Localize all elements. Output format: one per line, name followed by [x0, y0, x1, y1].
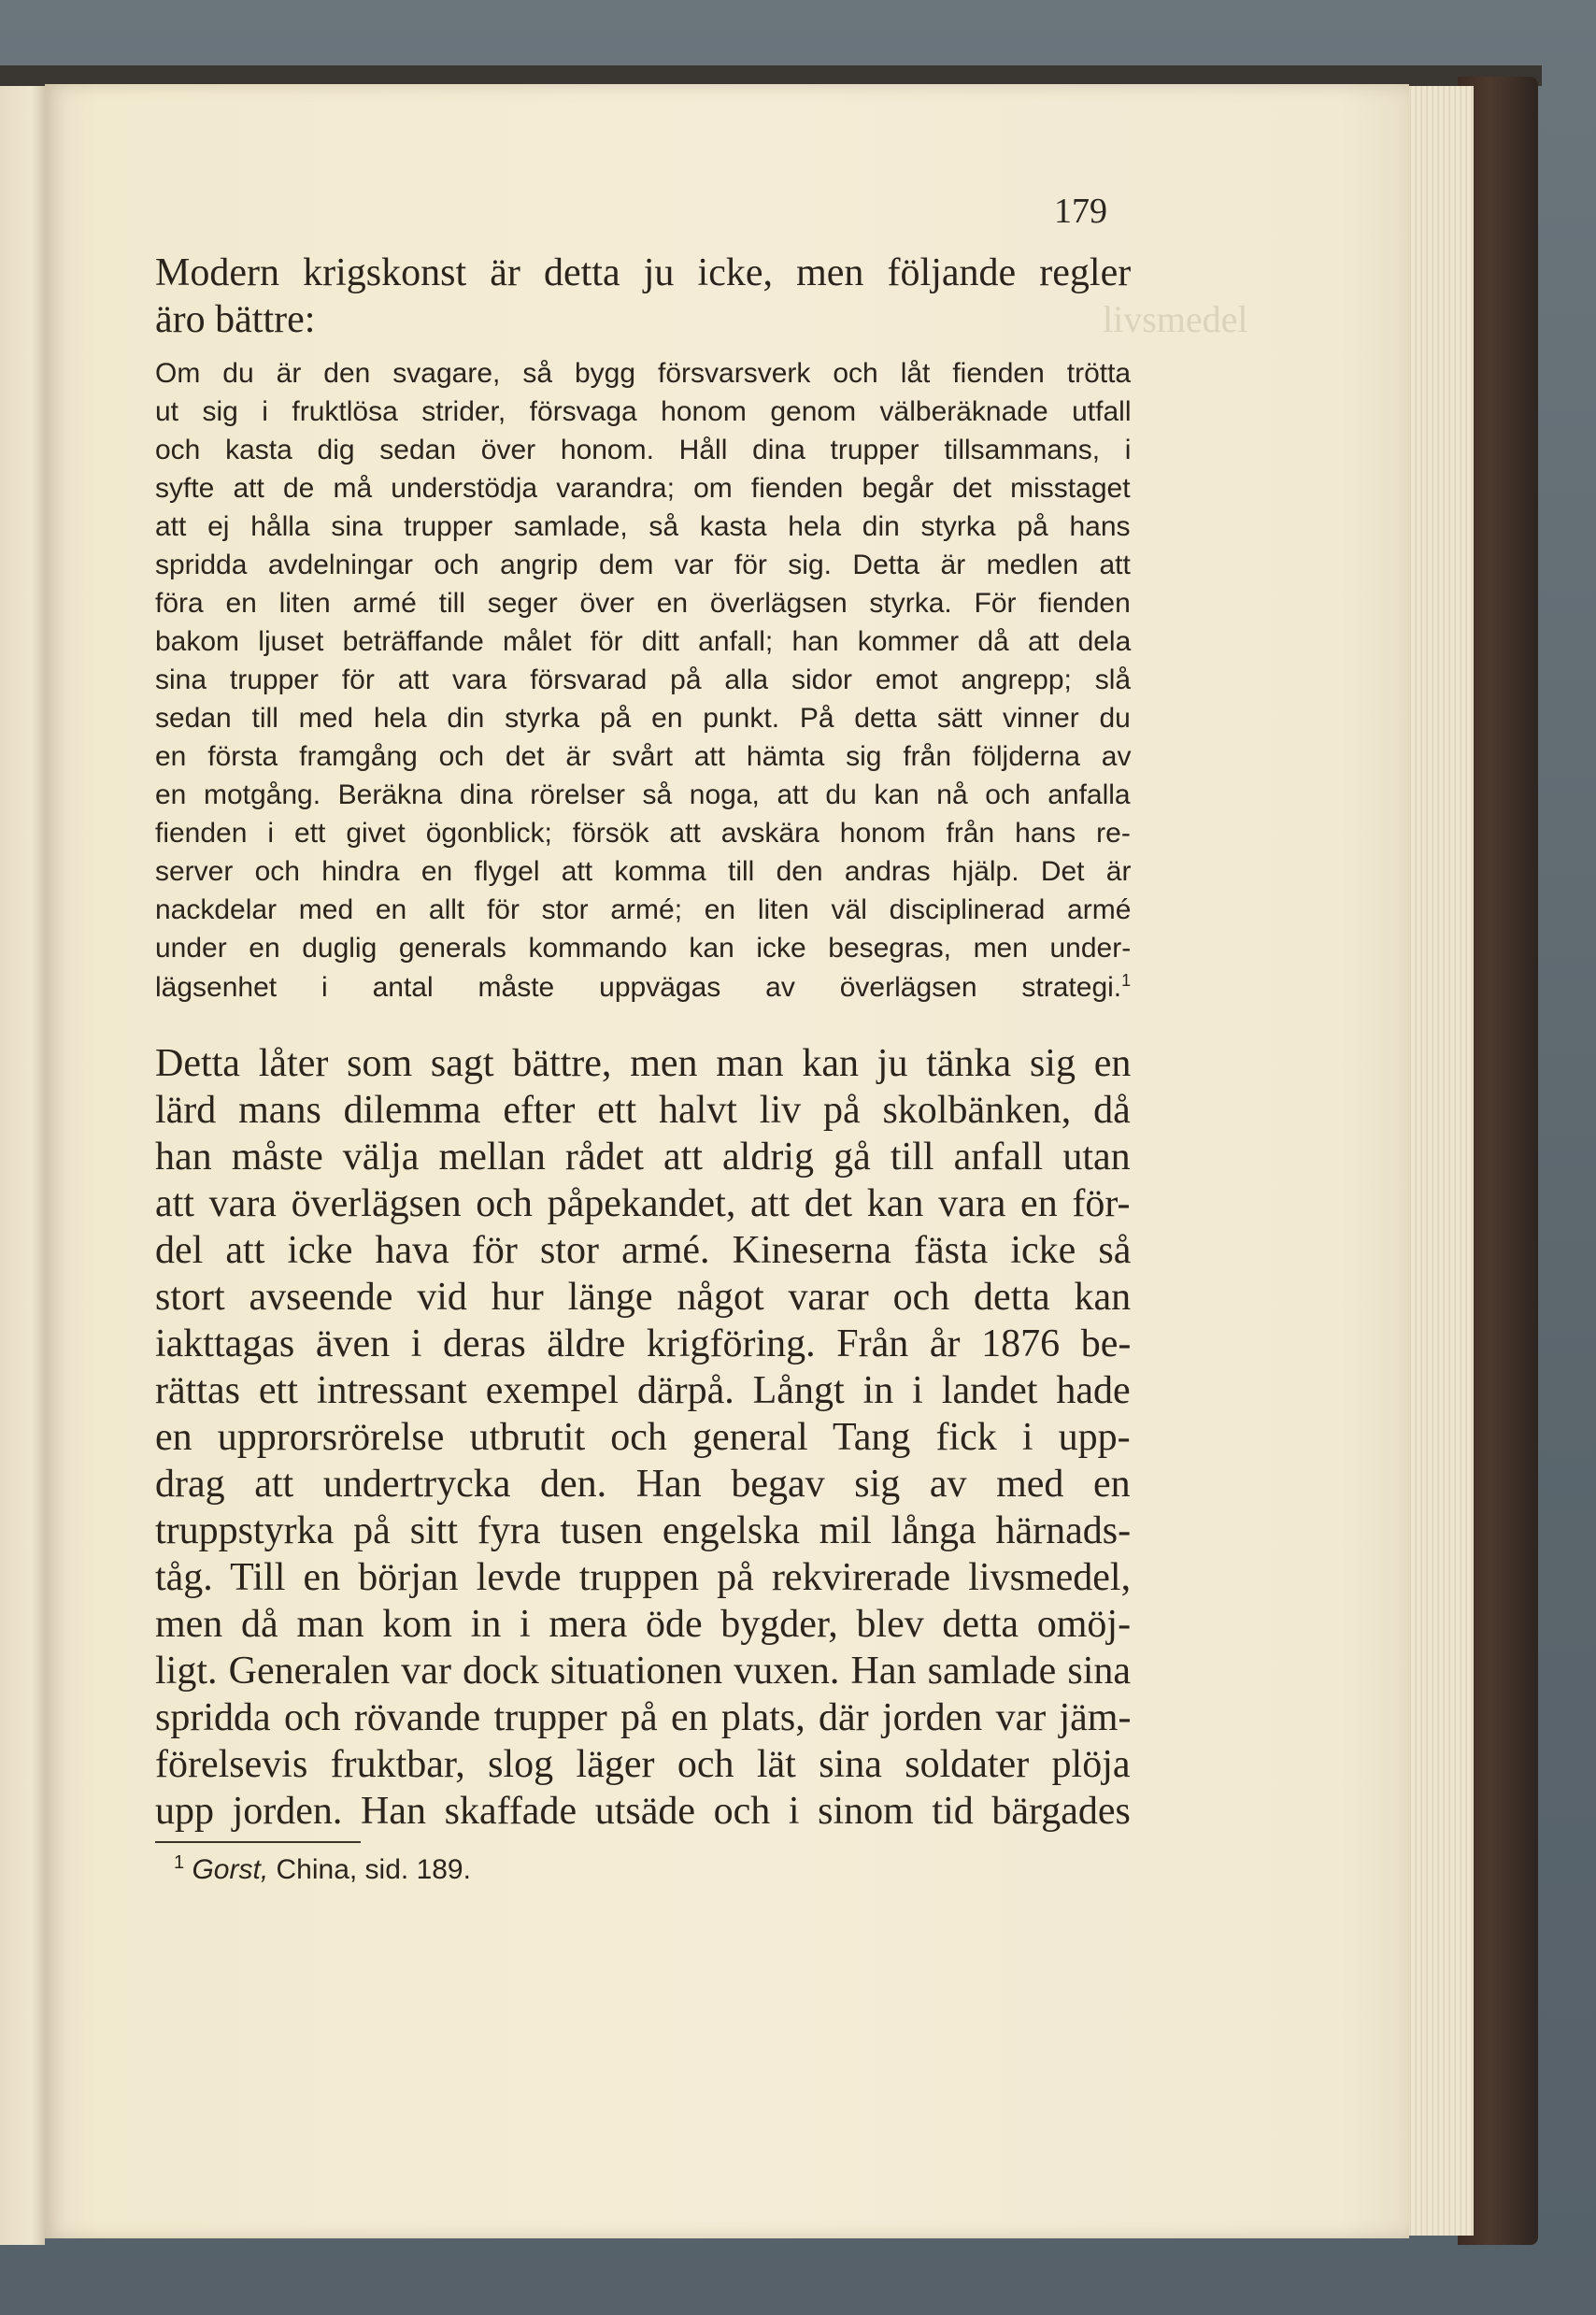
- body-line: del att icke hava för stor armé. Kineserna fästa icke så: [155, 1229, 1132, 1272]
- body-line: en upprorsrörelse utbrutit och general Tang fick i upp-: [155, 1416, 1131, 1459]
- quote-line: föra en liten armé till seger över en överlägsen styrka. För fienden: [155, 588, 1131, 619]
- quote-line: ut sig i fruktlösa strider, försvaga honom genom välberäknade utfall: [155, 396, 1132, 427]
- body-line: rättas ett intressant exempel därpå. Långt in i landet hade: [155, 1369, 1131, 1412]
- quote-line: en motgång. Beräkna dina rörelser så noga, att du kan nå och anfalla: [155, 779, 1131, 810]
- body-line: spridda och rövande trupper på en plats, där jorden var jäm-: [155, 1696, 1132, 1739]
- body-line: stort avseende vid hur länge något varar och detta kan: [155, 1276, 1132, 1319]
- quote-line: under en duglig generals kommando kan icke besegras, men under-: [155, 933, 1132, 964]
- quote-line: att ej hålla sina trupper samlade, så kasta hela din styrka på hans: [155, 511, 1131, 542]
- body-line: ligt. Generalen var dock situationen vuxen. Han samlade sina: [155, 1650, 1132, 1693]
- body-line: truppstyrka på sitt fyra tusen engelska mil långa härnads-: [155, 1509, 1132, 1552]
- body-line: iakttagas även i deras äldre krigföring. Från år 1876 be-: [155, 1322, 1132, 1365]
- quote-last-text: lägsenhet i antal måste uppvägas av överlägsen strategi.: [155, 972, 1122, 1003]
- show-through-text: livsmedel: [1103, 298, 1248, 340]
- body-line: lärd mans dilemma efter ett halvt liv på skolbänken, då: [155, 1089, 1131, 1132]
- footnote-source: China, sid. 189.: [268, 1854, 471, 1885]
- footnote: [174, 1852, 471, 1886]
- body-line: han måste välja mellan rådet att aldrig gå till anfall utan: [155, 1136, 1131, 1179]
- body-line: Detta låter som sagt bättre, men man kan ju tänka sig en: [155, 1042, 1132, 1085]
- quote-line: [155, 971, 1131, 1004]
- quote-line: nackdelar med en allt för stor armé; en liten väl disciplinerad armé: [155, 894, 1132, 925]
- body-line: upp jorden. Han skaffade utsäde och i sinom tid bärgades: [155, 1790, 1131, 1833]
- body-line: förelsevis fruktbar, slog läger och lät sina soldater plöja: [155, 1743, 1131, 1786]
- quote-line: syfte att de må understödja varandra; om fienden begår det misstaget: [155, 473, 1131, 504]
- quote-line: bakom ljuset beträffande målet för ditt anfall; han kommer då att dela: [155, 626, 1132, 657]
- quote-line: sedan till med hela din styrka på en punkt. På detta sätt vinner du: [155, 703, 1131, 734]
- quote-line: sina trupper för att vara försvarad på alla sidor emot angrepp; slå: [155, 664, 1132, 695]
- quote-line: fienden i ett givet ögonblick; försök att avskära honom från hans re-: [155, 818, 1131, 849]
- quote-line: och kasta dig sedan över honom. Håll dina trupper tillsammans, i: [155, 435, 1132, 465]
- footnote-reference: 1: [1121, 971, 1132, 990]
- footnote-author: Gorst,: [192, 1854, 269, 1885]
- body-line: men då man kom in i mera öde bygder, blev detta omöj-: [155, 1603, 1132, 1646]
- page-number: 179: [1054, 192, 1107, 231]
- footnote-rule: [155, 1841, 361, 1843]
- intro-line: Modern krigskonst är detta ju icke, men följande regler: [155, 251, 1132, 294]
- intro-line: äro bättre:: [155, 298, 316, 341]
- body-line: tåg. Till en början levde truppen på rekvirerade livsmedel,: [155, 1556, 1132, 1599]
- quote-line: en första framgång och det är svårt att hämta sig från följderna av: [155, 741, 1132, 772]
- quote-line: spridda avdelningar och angrip dem var för sig. Detta är medlen att: [155, 550, 1131, 580]
- page-stack-edge: [1406, 86, 1474, 2236]
- quote-line: server och hindra en flygel att komma till den andras hjälp. Det är: [155, 856, 1132, 887]
- facing-page-edge: [0, 86, 45, 2245]
- quote-line: Om du är den svagare, så bygg försvarsverk och låt fienden trötta: [155, 358, 1132, 389]
- footnote-marker: 1: [174, 1852, 185, 1873]
- book-top-edge: [0, 65, 1542, 86]
- body-line: drag att undertrycka den. Han begav sig av med en: [155, 1463, 1131, 1506]
- body-line: att vara överlägsen och påpekandet, att det kan vara en för-: [155, 1182, 1131, 1225]
